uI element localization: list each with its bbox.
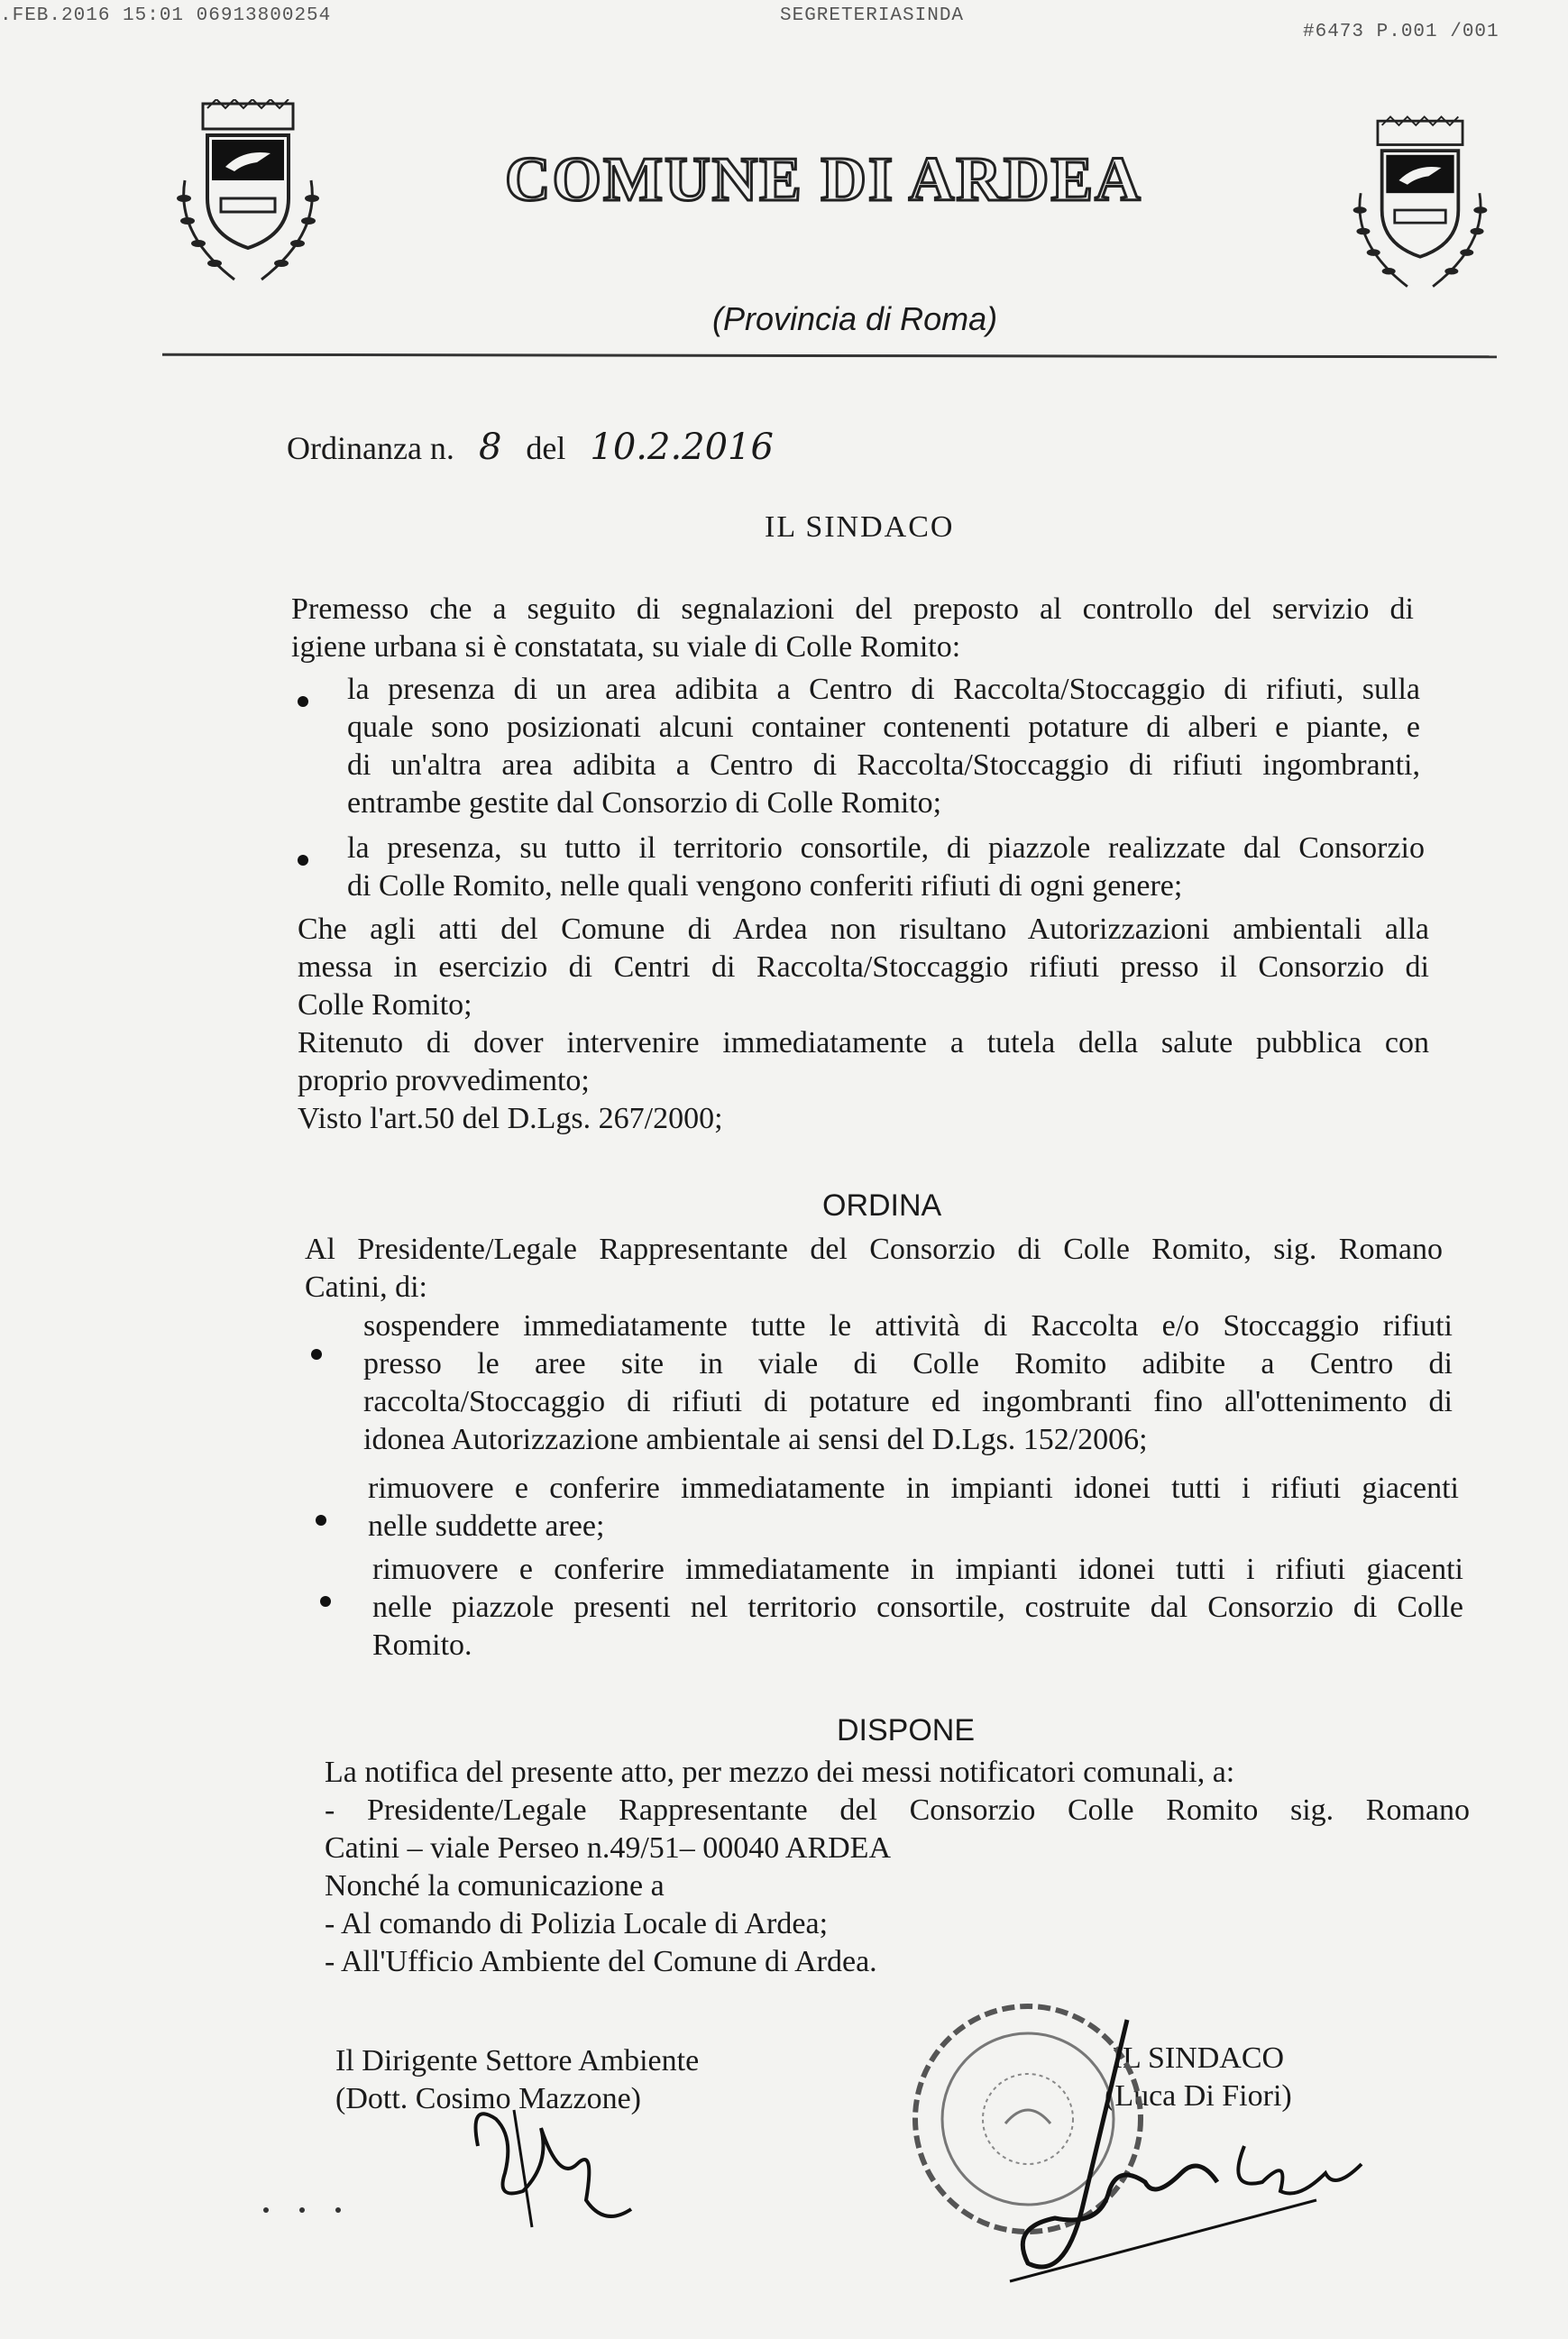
bullet-line: sospendere immediatamente tutte le attività di Raccolta e/o Stoccaggio rifiuti <box>363 1309 1453 1343</box>
sindaco-heading: IL SINDACO <box>765 510 955 544</box>
bullet-icon <box>298 696 308 707</box>
dispone-line: Catini – viale Perseo n.49/51– 00040 ARDEA <box>325 1831 892 1865</box>
fax-header-center: SEGRETERIASINDA <box>780 5 965 26</box>
bullet-line: la presenza, su tutto il territorio consortile, di piazzole realizzate dal Consorzio <box>347 831 1425 865</box>
bullet-icon <box>320 1596 331 1607</box>
margin-marks-icon <box>261 2207 343 2213</box>
ordina-line: Al Presidente/Legale Rappresentante del Consorzio di Colle Romito, sig. Romano <box>305 1233 1443 1266</box>
bullet-line: quale sono posizionati alcuni container contenenti potature di alberi e piante, e <box>347 711 1420 744</box>
premesso-line: igiene urbana si è constatata, su viale di Colle Romito: <box>291 630 961 664</box>
premesso-line: Premesso che a seguito di segnalazioni del preposto al controllo del servizio di <box>291 592 1414 626</box>
right-signature-icon <box>974 2011 1389 2299</box>
premesso-line: Ritenuto di dover intervenire immediatamente a tutela della salute pubblica con <box>298 1026 1429 1059</box>
premesso-line: Visto l'art.50 del D.Lgs. 267/2000; <box>298 1102 723 1135</box>
left-signatory-title: Il Dirigente Settore Ambiente <box>335 2044 700 2078</box>
ordinance-del-label: del <box>526 430 566 466</box>
bullet-line: di Colle Romito, nelle quali vengono conferiti rifiuti di ogni genere; <box>347 869 1183 903</box>
bullet-line: idonea Autorizzazione ambientale ai sensi del D.Lgs. 152/2006; <box>363 1423 1148 1456</box>
ordina-bullet-1 <box>363 1307 1453 1459</box>
dispone-line: - Al comando di Polizia Locale di Ardea; <box>325 1907 829 1940</box>
bullet-icon <box>298 855 308 866</box>
bullet-line: nelle suddette aree; <box>368 1509 605 1543</box>
fax-header-left: .FEB.2016 15:01 06913800254 <box>0 5 332 26</box>
header-divider <box>162 353 1497 359</box>
bullet-line: nelle piazzole presenti nel territorio consortile, costruite dal Consorzio di Colle <box>372 1591 1463 1624</box>
dispone-heading: DISPONE <box>837 1713 976 1747</box>
page-title: COMUNE DI ARDEA <box>505 145 1142 215</box>
coat-of-arms-left-icon <box>171 99 325 298</box>
right-signatory-title: IL SINDACO <box>1112 2041 1285 2075</box>
premesso-block <box>291 591 1414 666</box>
ordina-bullet-2 <box>368 1470 1459 1546</box>
bullet-line: Romito. <box>372 1628 472 1662</box>
left-signature-icon <box>460 2092 667 2236</box>
premesso-line: proprio provvedimento; <box>298 1064 590 1097</box>
premesso-line: Colle Romito; <box>298 988 472 1022</box>
bullet-line: di un'altra area adibita a Centro di Raccolta/Stoccaggio di rifiuti ingombranti, <box>347 748 1420 782</box>
bullet-line: rimuovere e conferire immediatamente in impianti idonei tutti i rifiuti giacenti <box>372 1553 1463 1586</box>
dispone-line: Nonché la comunicazione a <box>325 1869 665 1903</box>
left-signatory-name: (Dott. Cosimo Mazzone) <box>335 2082 641 2115</box>
ordinance-label: Ordinanza n. <box>287 430 454 466</box>
premesso-bullet-1 <box>347 671 1420 822</box>
bullet-icon <box>311 1349 322 1360</box>
bullet-line: entrambe gestite dal Consorzio di Colle Romito; <box>347 786 942 820</box>
right-signatory-name: (Luca Di Fiori) <box>1105 2079 1292 2113</box>
ordina-line: Catini, di: <box>305 1270 427 1304</box>
ordinance-date: 10.2.2016 <box>590 427 774 468</box>
bullet-line: presso le aree site in viale di Colle Romito adibite a Centro di <box>363 1347 1453 1380</box>
premesso-bullet-2 <box>347 830 1425 905</box>
ordina-intro <box>305 1231 1443 1307</box>
bullet-line: raccolta/Stoccaggio di rifiuti di potature ed ingombranti fino all'ottenimento di <box>363 1385 1453 1418</box>
ordina-bullet-3 <box>372 1551 1463 1665</box>
premesso-after-block <box>298 911 1429 1138</box>
province-subtitle: (Provincia di Roma) <box>712 300 998 337</box>
premesso-line: Che agli atti del Comune di Ardea non risultano Autorizzazioni ambientali alla <box>298 913 1429 946</box>
bullet-icon <box>316 1515 326 1526</box>
ordinance-line <box>287 428 774 467</box>
dispone-block <box>325 1754 1470 1981</box>
fax-header-right: #6473 P.001 /001 <box>1303 22 1499 42</box>
dispone-line: - Presidente/Legale Rappresentante del Consorzio Colle Romito sig. Romano <box>325 1793 1470 1827</box>
bullet-line: rimuovere e conferire immediatamente in impianti idonei tutti i rifiuti giacenti <box>368 1472 1459 1505</box>
bullet-line: la presenza di un area adibita a Centro di Raccolta/Stoccaggio di rifiuti, sulla <box>347 673 1420 706</box>
ordinance-number: 8 <box>478 427 502 468</box>
premesso-line: messa in esercizio di Centri di Raccolta/Stoccaggio rifiuti presso il Consorzio di <box>298 950 1429 984</box>
ordina-heading: ORDINA <box>822 1188 942 1223</box>
dispone-line: - All'Ufficio Ambiente del Comune di Ardea. <box>325 1945 877 1978</box>
dispone-line: La notifica del presente atto, per mezzo dei messi notificatori comunali, a: <box>325 1756 1235 1789</box>
coat-of-arms-right-icon <box>1348 115 1492 305</box>
